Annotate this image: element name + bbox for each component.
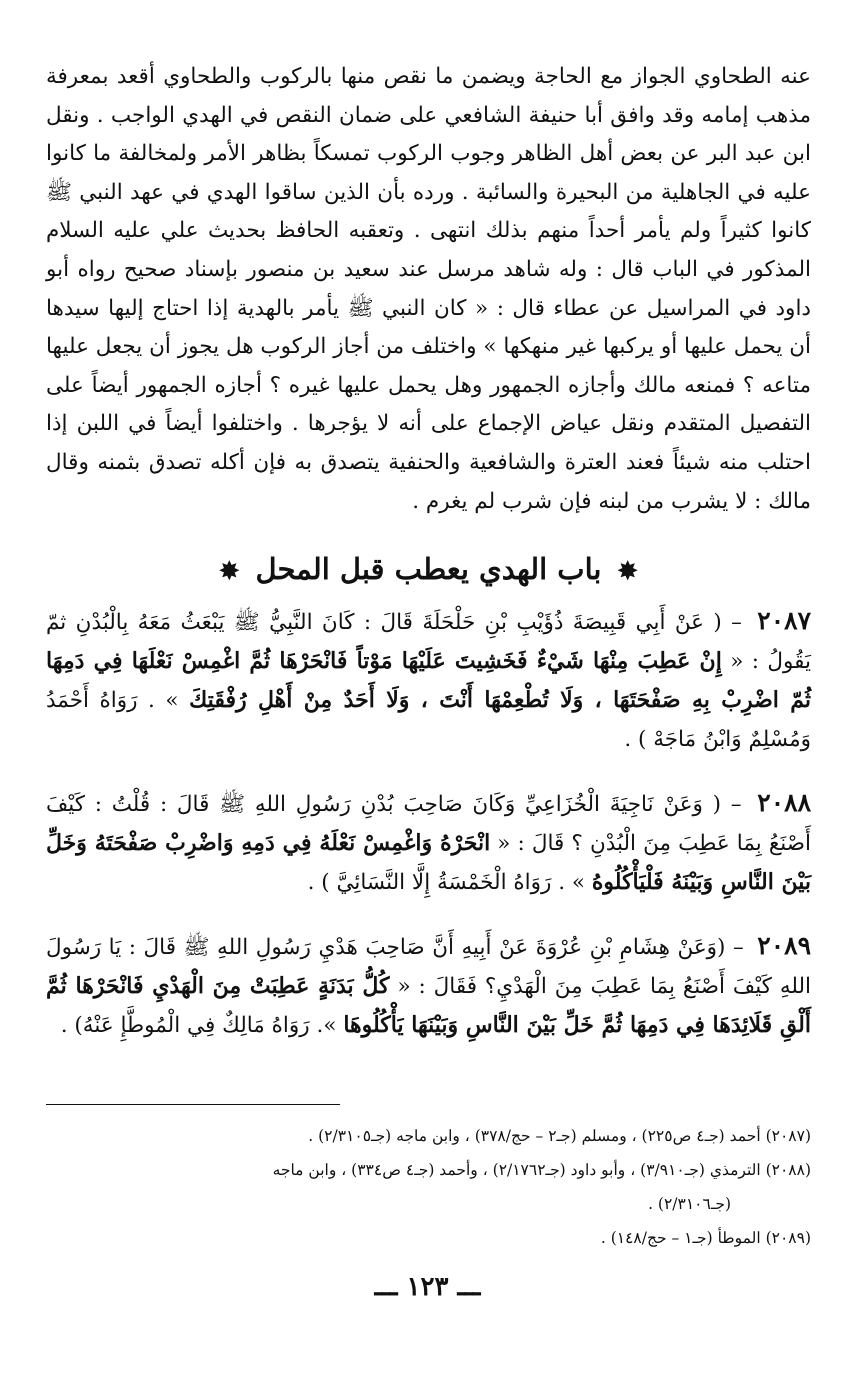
commentary-paragraph bbox=[46, 58, 811, 521]
commentary-line: احتلب منه شيئاً فعند العترة والشافعية والحنفية يتصدق به فإن أكله تصدق بثمنه وقال bbox=[46, 449, 811, 475]
commentary-line: متاعه ؟ فمنعه مالك وأجازه الجمهور وهل يحمل عليها غيره ؟ أجازه الجمهور أيضاً على bbox=[46, 372, 811, 398]
star-ornament-icon: ✸ bbox=[219, 556, 240, 586]
commentary-line: أبو داود في المراسيل عن عطاء قال : « كان النبي ﷺ يأمر بالهدية إذا احتاج إليها سيدها bbox=[46, 256, 811, 321]
hadith-number: ٢٠٨٩ bbox=[757, 931, 811, 961]
commentary-line: المذكور في الباب قال : وله شاهد مرسل عند سعيد بن منصور بإسناد صحيح رواه bbox=[77, 256, 811, 282]
commentary-line: مالك : لا يشرب من لبنه فإن شرب لم يغرم . bbox=[412, 488, 811, 514]
hadith-text: – ( عَنْ أَبِي قَبِيصَةَ ذُؤَيْبِ بْنِ حَلْحَلَةَ قَالَ : كَانَ النَّبِيُّ ﷺ يَبْعَثُ مَعَهُ بِالْبُدْنِ ثمّ يَقُولُ : « bbox=[46, 610, 811, 675]
commentary-line: مذهب إمامه وقد وافق أبا حنيفة الشافعي على ضمان النقص في الهدي الواجب . ونقل bbox=[46, 102, 811, 128]
commentary-line: عنه الطحاوي الجواز مع الحاجة ويضمن ما نقص منها بالركوب والطحاوي أقعد بمعرفة bbox=[46, 64, 811, 89]
hadith-reference: » . رَوَاهُ أَحْمَدُ وَمُسْلِمٌ وَابْنُ مَاجَهْ ) . bbox=[46, 688, 811, 753]
hadith-quote: إِنْ عَطِبَ مِنْهَا شَيْءٌ فَخَشِيتَ عَلَيْهَا مَوْتاً فَانْحَرْهَا ثُمَّ اغْمِسْ نَعْلَهَا فِي دَمِهَا ثُمّ اضْرِبْ بِهِ صَفْحَتَهَا ، وَلَا تُطْعِمْهَا أَنْتَ ، وَلَا أَحَدٌ مِنْ أَهْلِ رُفْقَتِكَ bbox=[46, 648, 811, 714]
commentary-block bbox=[46, 58, 811, 521]
chapter-heading bbox=[46, 547, 811, 593]
hadith-text: – ( وَعَنْ نَاجِيَةَ الْخُزَاعِيِّ وَكَانَ صَاحِبَ بُدْنِ رَسُولِ اللهِ ﷺ قَالَ : قُلْتُ : كَيْفَ أَصْنَعُ بِمَا عَطِبَ مِنَ الْبُدْنِ ؟ قَالَ : « bbox=[46, 792, 811, 857]
hadith-2088 bbox=[46, 783, 811, 902]
footnotes bbox=[46, 1104, 811, 1255]
footnote-2088-continuation: (جـ٢/٣١٠٦) . bbox=[648, 1195, 731, 1213]
hadith-quote: كُلُّ بَدَنَةٍ عَطِبَتْ مِنَ الْهَدْيِ فَانْحَرْهَا ثُمَّ أَلْقِ قَلَائِدَهَا فِي دَمِهَا ثُمَّ خَلِّ بَيْنَ النَّاسِ وَبَيْنَهَا يَأْكُلُوهَا bbox=[46, 973, 811, 1039]
hadith-2089 bbox=[46, 926, 811, 1045]
commentary-line: ابن عبد البر عن بعض أهل الظاهر وجوب الركوب تمسكاً بظاهر الأمر ولمخالفة ما كانوا bbox=[46, 141, 811, 167]
hadith-reference: » . رَوَاهُ الْخَمْسَةُ إِلَّا النَّسَائِيَّ ) . bbox=[307, 870, 586, 896]
footnote-2089: (٢٠٨٩) الموطأ (جـ١ – حج/١٤٨) . bbox=[600, 1229, 811, 1247]
footnote-divider bbox=[46, 1104, 340, 1105]
commentary-line: التفصيل المتقدم ونقل عياض الإجماع على أنه لا يؤجرها . واختلفوا أيضاً في اللبن إذا bbox=[46, 411, 811, 437]
commentary-line: أن يحمل عليها أو يركبها غير منهكها » واختلف من أجاز الركوب هل يجوز أن يجعل عليها bbox=[46, 334, 811, 360]
footnote-2088: (٢٠٨٨) الترمذي (جـ٣/٩١٠) ، وأبو داود (جـ٢/١٧٦٢) ، وأحمد (جـ٤ ص٣٣٤) ، وابن ماجه bbox=[272, 1161, 811, 1179]
hadith-text: – (وَعَنْ هِشَامِ بْنِ عُرْوَةَ عَنْ أَبِيهِ أَنَّ صَاحِبَ هَدْيِ رَسُولِ اللهِ ﷺ قَالَ : يَا رَسُولَ اللهِ كَيْفَ أَصْنَعُ بِمَا عَطِبَ مِنَ الْهَدْيِ؟ فَقَالَ : « bbox=[46, 935, 811, 1000]
hadith-number: ٢٠٨٧ bbox=[757, 606, 811, 636]
page-number: ـــ ١٢٣ ـــ bbox=[374, 1272, 481, 1302]
chapter-title: باب الهدي يعطب قبل المحل bbox=[255, 552, 602, 587]
hadith-2087 bbox=[46, 601, 811, 759]
hadith-number: ٢٠٨٨ bbox=[757, 788, 811, 818]
commentary-line: كانوا كثيراً ولم يأمر أحداً منهم بذلك انتهى . وتعقبه الحافظ بحديث علي عليه السلام bbox=[46, 218, 811, 244]
commentary-line: عليه في الجاهلية من البحيرة والسائبة . ورده بأن الذين ساقوا الهدي في عهد النبي ﷺ bbox=[46, 179, 811, 205]
hadith-quote: انْحَرْهُ وَاغْمِسْ نَعْلَهُ فِي دَمِهِ وَاضْرِبْ صَفْحَتَهُ وَخَلِّ بَيْنَ النَّاسِ وَبَيْنَهُ فَلْيَأْكُلُوهُ bbox=[46, 830, 811, 896]
star-ornament-icon: ✸ bbox=[617, 556, 638, 586]
hadith-reference: ». رَوَاهُ مَالِكٌ فِي الْمُوطَّإِ عَنْهُ) . bbox=[60, 1013, 337, 1039]
footnote-2087: (٢٠٨٧) أحمد (جـ٤ ص٢٢٥) ، ومسلم (جـ٢ – حج/٣٧٨) ، وابن ماجه (جـ٢/٣١٠٥) . bbox=[308, 1127, 811, 1145]
